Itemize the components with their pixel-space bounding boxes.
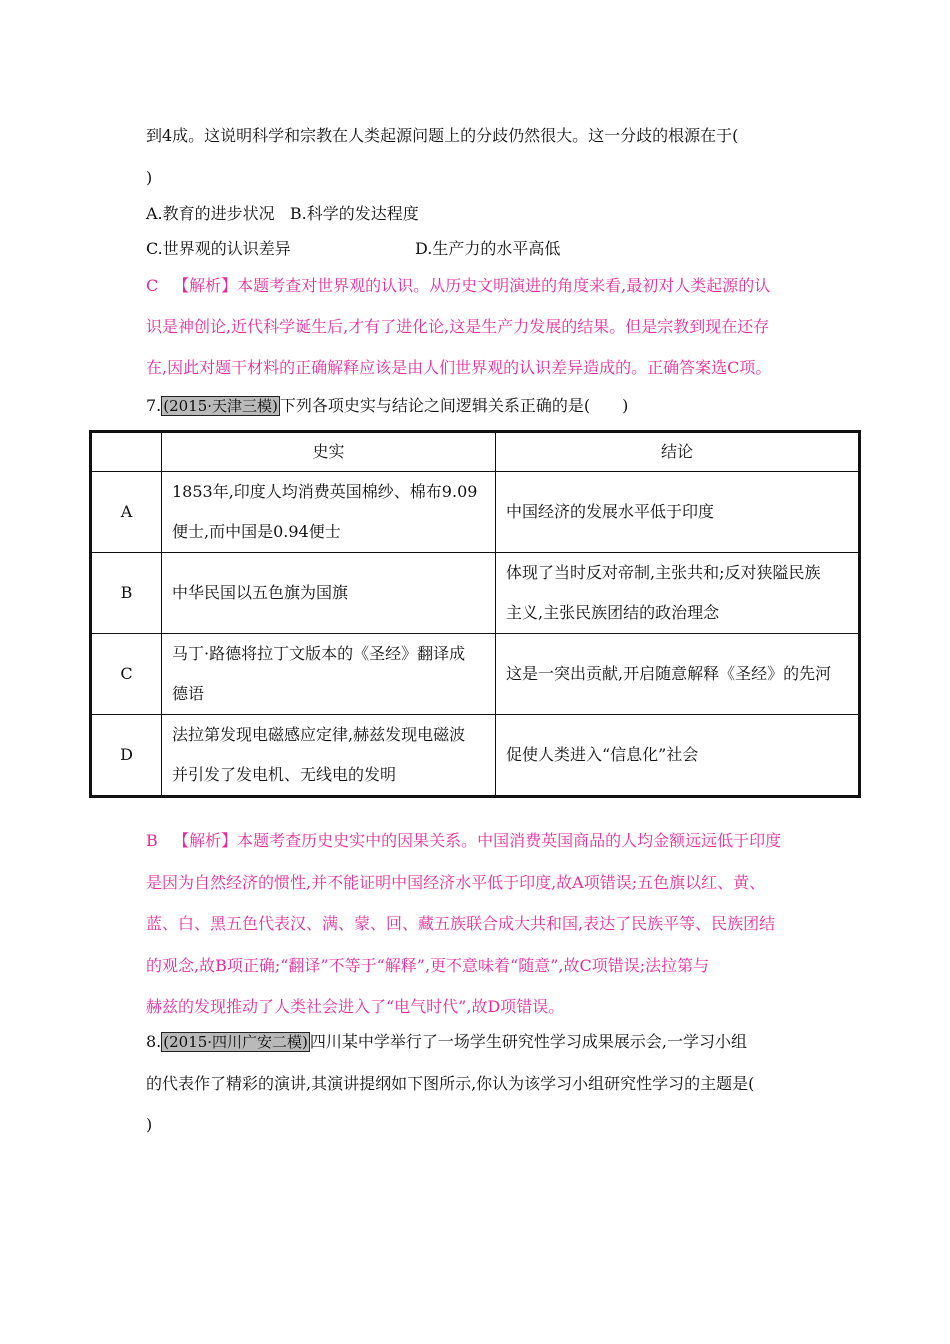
q7-row-b-conclusion-line2: 主义,主张民族团结的政治理念 [506,603,720,622]
q7-row-a-fact-line2: 便士,而中国是0.94便士 [172,522,341,541]
q7-row-c-fact [162,634,496,715]
q8-stem-line1 [146,1031,860,1053]
table-row [91,715,860,797]
q7-header-conclusion: 结论 [496,432,860,472]
q7-row-b-option: B [91,553,162,634]
q7-analysis-line5: 赫兹的发现推动了人类社会进入了“电气时代”,故D项错误。 [146,997,565,1016]
q7-row-b-fact: 中华民国以五色旗为国旗 [162,553,496,634]
q6-option-d: D.生产力的水平高低 [415,239,561,258]
q7-header-fact: 史实 [162,432,496,472]
q7-stem-text: 下列各项史实与结论之间逻辑关系正确的是( ) [279,396,629,415]
q7-analysis-label: 【解析】 [173,831,238,850]
q7-table-header [91,432,860,472]
q6-option-a: A.教育的进步状况 [146,204,275,223]
q7-analysis-text1: 本题考查历史史实中的因果关系。中国消费英国商品的人均金额远远低于印度 [237,831,782,850]
q7-row-a-conclusion: 中国经济的发展水平低于印度 [496,472,860,553]
table-row [91,634,860,715]
q7-number: 7. [146,396,162,415]
q7-row-b-conclusion [496,553,860,634]
q7-row-a-fact [162,472,496,553]
q7-analysis-line2: 是因为自然经济的惯性,并不能证明中国经济水平低于印度,故A项错误;五色旗以红、黄、 [146,873,766,892]
q7-row-c-fact-line2: 德语 [172,684,205,703]
q6-analysis-line3: 在,因此对题干材料的正确解释应该是由人们世界观的认识差异造成的。正确答案选C项。 [146,358,772,377]
q7-row-d-option: D [91,715,162,797]
q8-source-tag: (2015·四川广安二模) [163,1033,308,1051]
q6-option-b: B.科学的发达程度 [289,204,419,223]
q7-row-d-fact [162,715,496,797]
q7-row-a-fact-line1: 1853年,印度人均消费英国棉纱、棉布9.09 [172,482,478,501]
q7-table [89,430,861,798]
q6-stem-line1: 到4成。这说明科学和宗教在人类起源问题上的分歧仍然很大。这一分歧的根源在于( [146,126,739,145]
q7-analysis-line4: 的观念,故B项正确;“翻译”不等于“解释”,更不意味着“随意”,故C项错误;法拉第与 [146,956,710,975]
table-row [91,553,860,634]
q6-analysis-line1 [146,275,860,297]
q6-analysis-line2: 识是神创论,近代科学诞生后,才有了进化论,这是生产力发展的结果。但是宗教到现在还存 [146,317,770,336]
q7-row-c-conclusion: 这是一突出贡献,开启随意解释《圣经》的先河 [496,634,860,715]
q7-header-option [91,432,162,472]
q7-row-d-conclusion: 促使人类进入“信息化”社会 [496,715,860,797]
q8-number: 8. [146,1032,162,1051]
q7-analysis-line3: 蓝、白、黑五色代表汉、满、蒙、回、藏五族联合成大共和国,表达了民族平等、民族团结 [146,914,776,933]
q7-answer: B [146,831,158,850]
q6-options-ab [146,203,860,225]
q7-stem [146,395,860,417]
q6-stem-line2: ) [146,168,153,187]
q7-source-tag: (2015·天津三模) [163,397,278,415]
q6-options-cd [146,238,860,260]
q7-row-c-option: C [91,634,162,715]
q6-analysis-text1: 本题考查对世界观的认识。从历史文明演进的角度来看,最初对人类起源的认 [237,276,771,295]
q7-row-d-fact-line2: 并引发了发电机、无线电的发明 [172,765,397,784]
table-row [91,472,860,553]
q8-stem-text1: 四川某中学举行了一场学生研究性学习成果展示会,一学习小组 [309,1032,748,1051]
q7-row-a-option: A [91,472,162,553]
q7-row-c-fact-line1: 马丁·路德将拉丁文版本的《圣经》翻译成 [172,644,466,663]
q6-analysis-label: 【解析】 [173,276,238,295]
q6-answer: C [146,276,159,295]
q6-option-c: C.世界观的认识差异 [146,239,291,258]
q7-row-b-conclusion-line1: 体现了当时反对帝制,主张共和;反对狭隘民族 [506,563,821,582]
q8-stem-line2: 的代表作了精彩的演讲,其演讲提纲如下图所示,你认为该学习小组研究性学习的主题是( [146,1074,755,1093]
q8-stem-line3: ) [146,1115,153,1134]
q7-row-d-fact-line1: 法拉第发现电磁感应定律,赫兹发现电磁波 [172,725,466,744]
q7-analysis-line1 [146,830,860,852]
